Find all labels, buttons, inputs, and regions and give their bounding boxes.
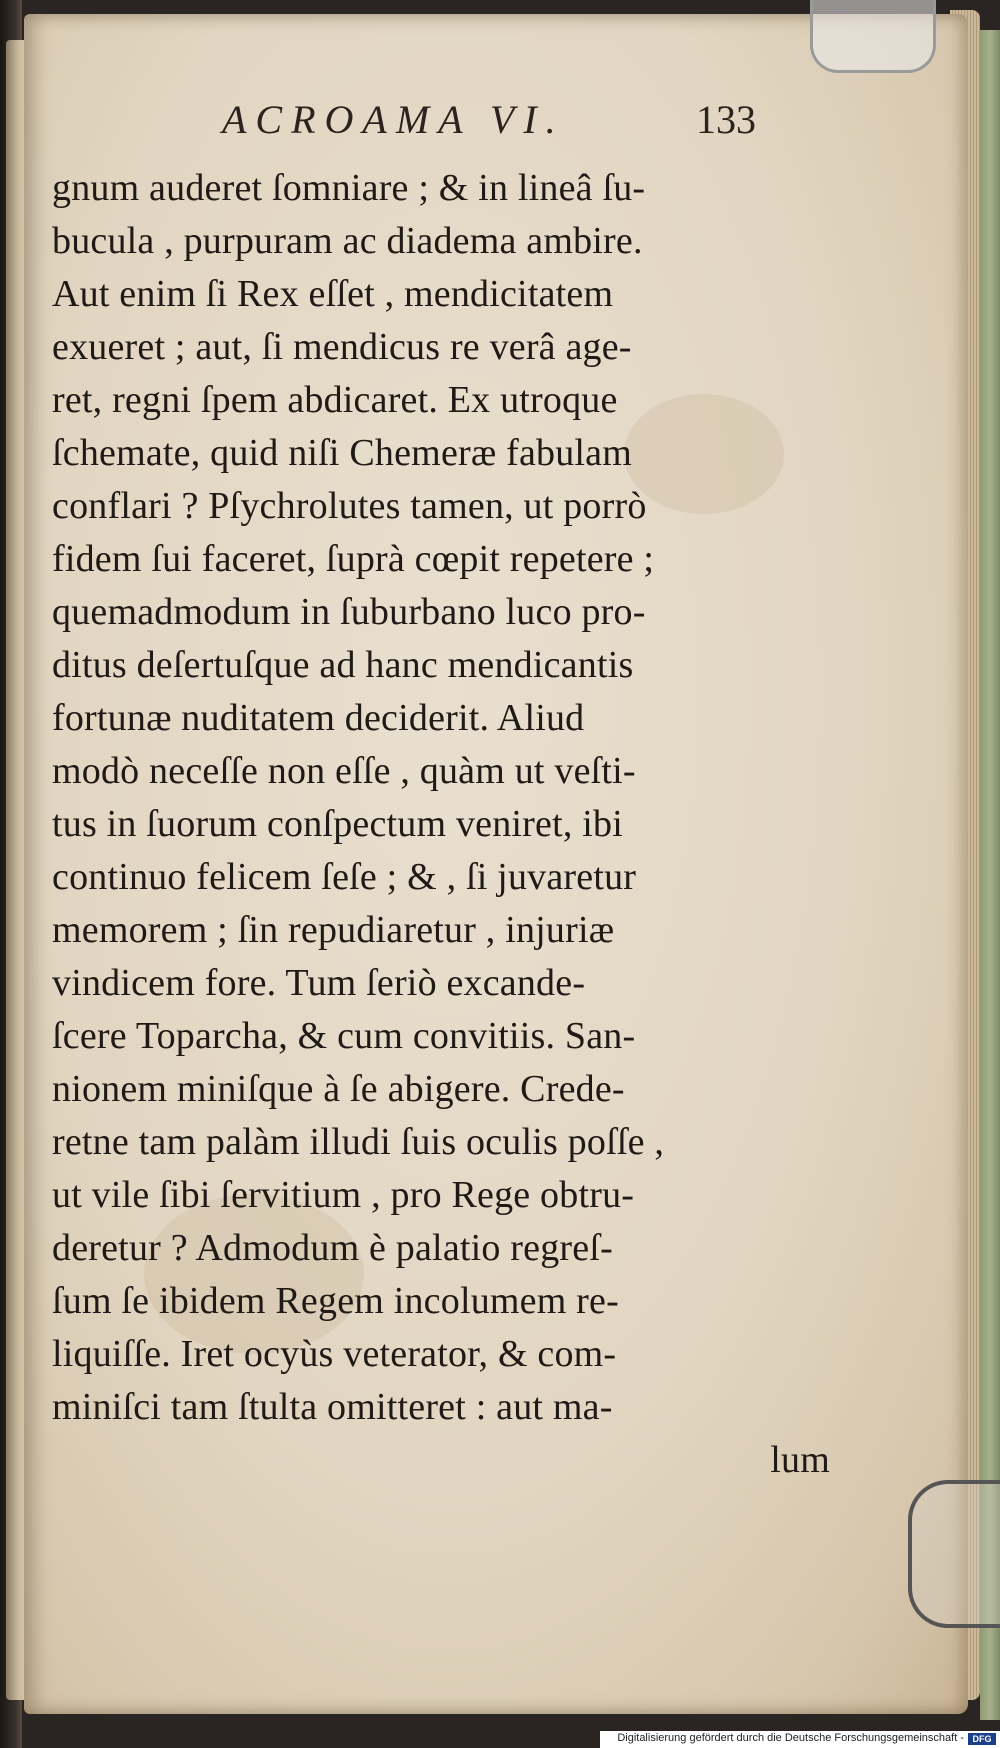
text-line: liquiſſe. Iret ocyùs veterator, & com- [52,1333,617,1375]
page-number: 133 [696,97,756,142]
text-line: quemadmodum in ſuburbano luco pro- [52,591,646,633]
text-line: ſum ſe ibidem Regem incolumem re- [52,1280,619,1322]
text-line: fortunæ nuditatem deciderit. Aliud [52,697,585,739]
text-line: ret, regni ſpem abdicaret. Ex utroque [52,379,618,421]
catchword: lum [770,1439,830,1481]
text-line: modò neceſſe non eſſe , quàm ut veſti- [52,750,636,792]
text-block [52,162,872,1487]
text-line: ſcere Toparcha, & cum convitiis. San- [52,1015,636,1057]
cover-edge [980,30,1000,1720]
book-clasp-bottom [908,1480,1000,1628]
running-head: ACROAMA VI. [222,97,565,142]
page-header [24,96,968,156]
text-line: vindicem fore. Tum ſeriò excande- [52,962,586,1004]
text-line: bucula , purpuram ac diadema ambire. [52,220,643,262]
funding-credit: Digitalisierung gefördert durch die Deutsche Forschungsgemeinschaft - [617,1732,964,1744]
text-line: memorem ; ſin repudiaretur , injuriæ [52,909,615,951]
book-page [24,14,968,1714]
text-line: Aut enim ſi Rex eſſet , mendicitatem [52,273,614,315]
text-line: exueret ; aut, ſi mendicus re verâ age- [52,326,632,368]
text-line: fidem ſui faceret, ſuprà cœpit repetere ; [52,538,655,580]
text-line: deretur ? Admodum è palatio regreſ- [52,1227,613,1269]
digitization-footer [600,1731,1000,1748]
text-line: gnum auderet ſomniare ; & in lineâ ſu- [52,167,646,209]
text-line: ut vile ſibi ſervitium , pro Rege obtru- [52,1174,635,1216]
text-line: nionem miniſque à ſe abigere. Crede- [52,1068,625,1110]
text-line: continuo felicem ſeſe ; & , ſi juvaretur [52,856,637,898]
text-line: ditus deſertuſque ad hanc mendicantis [52,644,634,686]
text-line: tus in ſuorum conſpectum veniret, ibi [52,803,623,845]
text-line: retne tam palàm illudi ſuis oculis poſſe , [52,1121,665,1163]
text-line: miniſci tam ſtulta omitteret : aut ma- [52,1386,613,1428]
book-clasp-top [810,0,936,73]
dfg-logo: DFG [968,1733,996,1745]
text-line: ſchemate, quid niſi Chemeræ fabulam [52,432,633,474]
text-line: conflari ? Pſychrolutes tamen, ut porrò [52,485,647,527]
binding-page-stub [6,40,26,1700]
